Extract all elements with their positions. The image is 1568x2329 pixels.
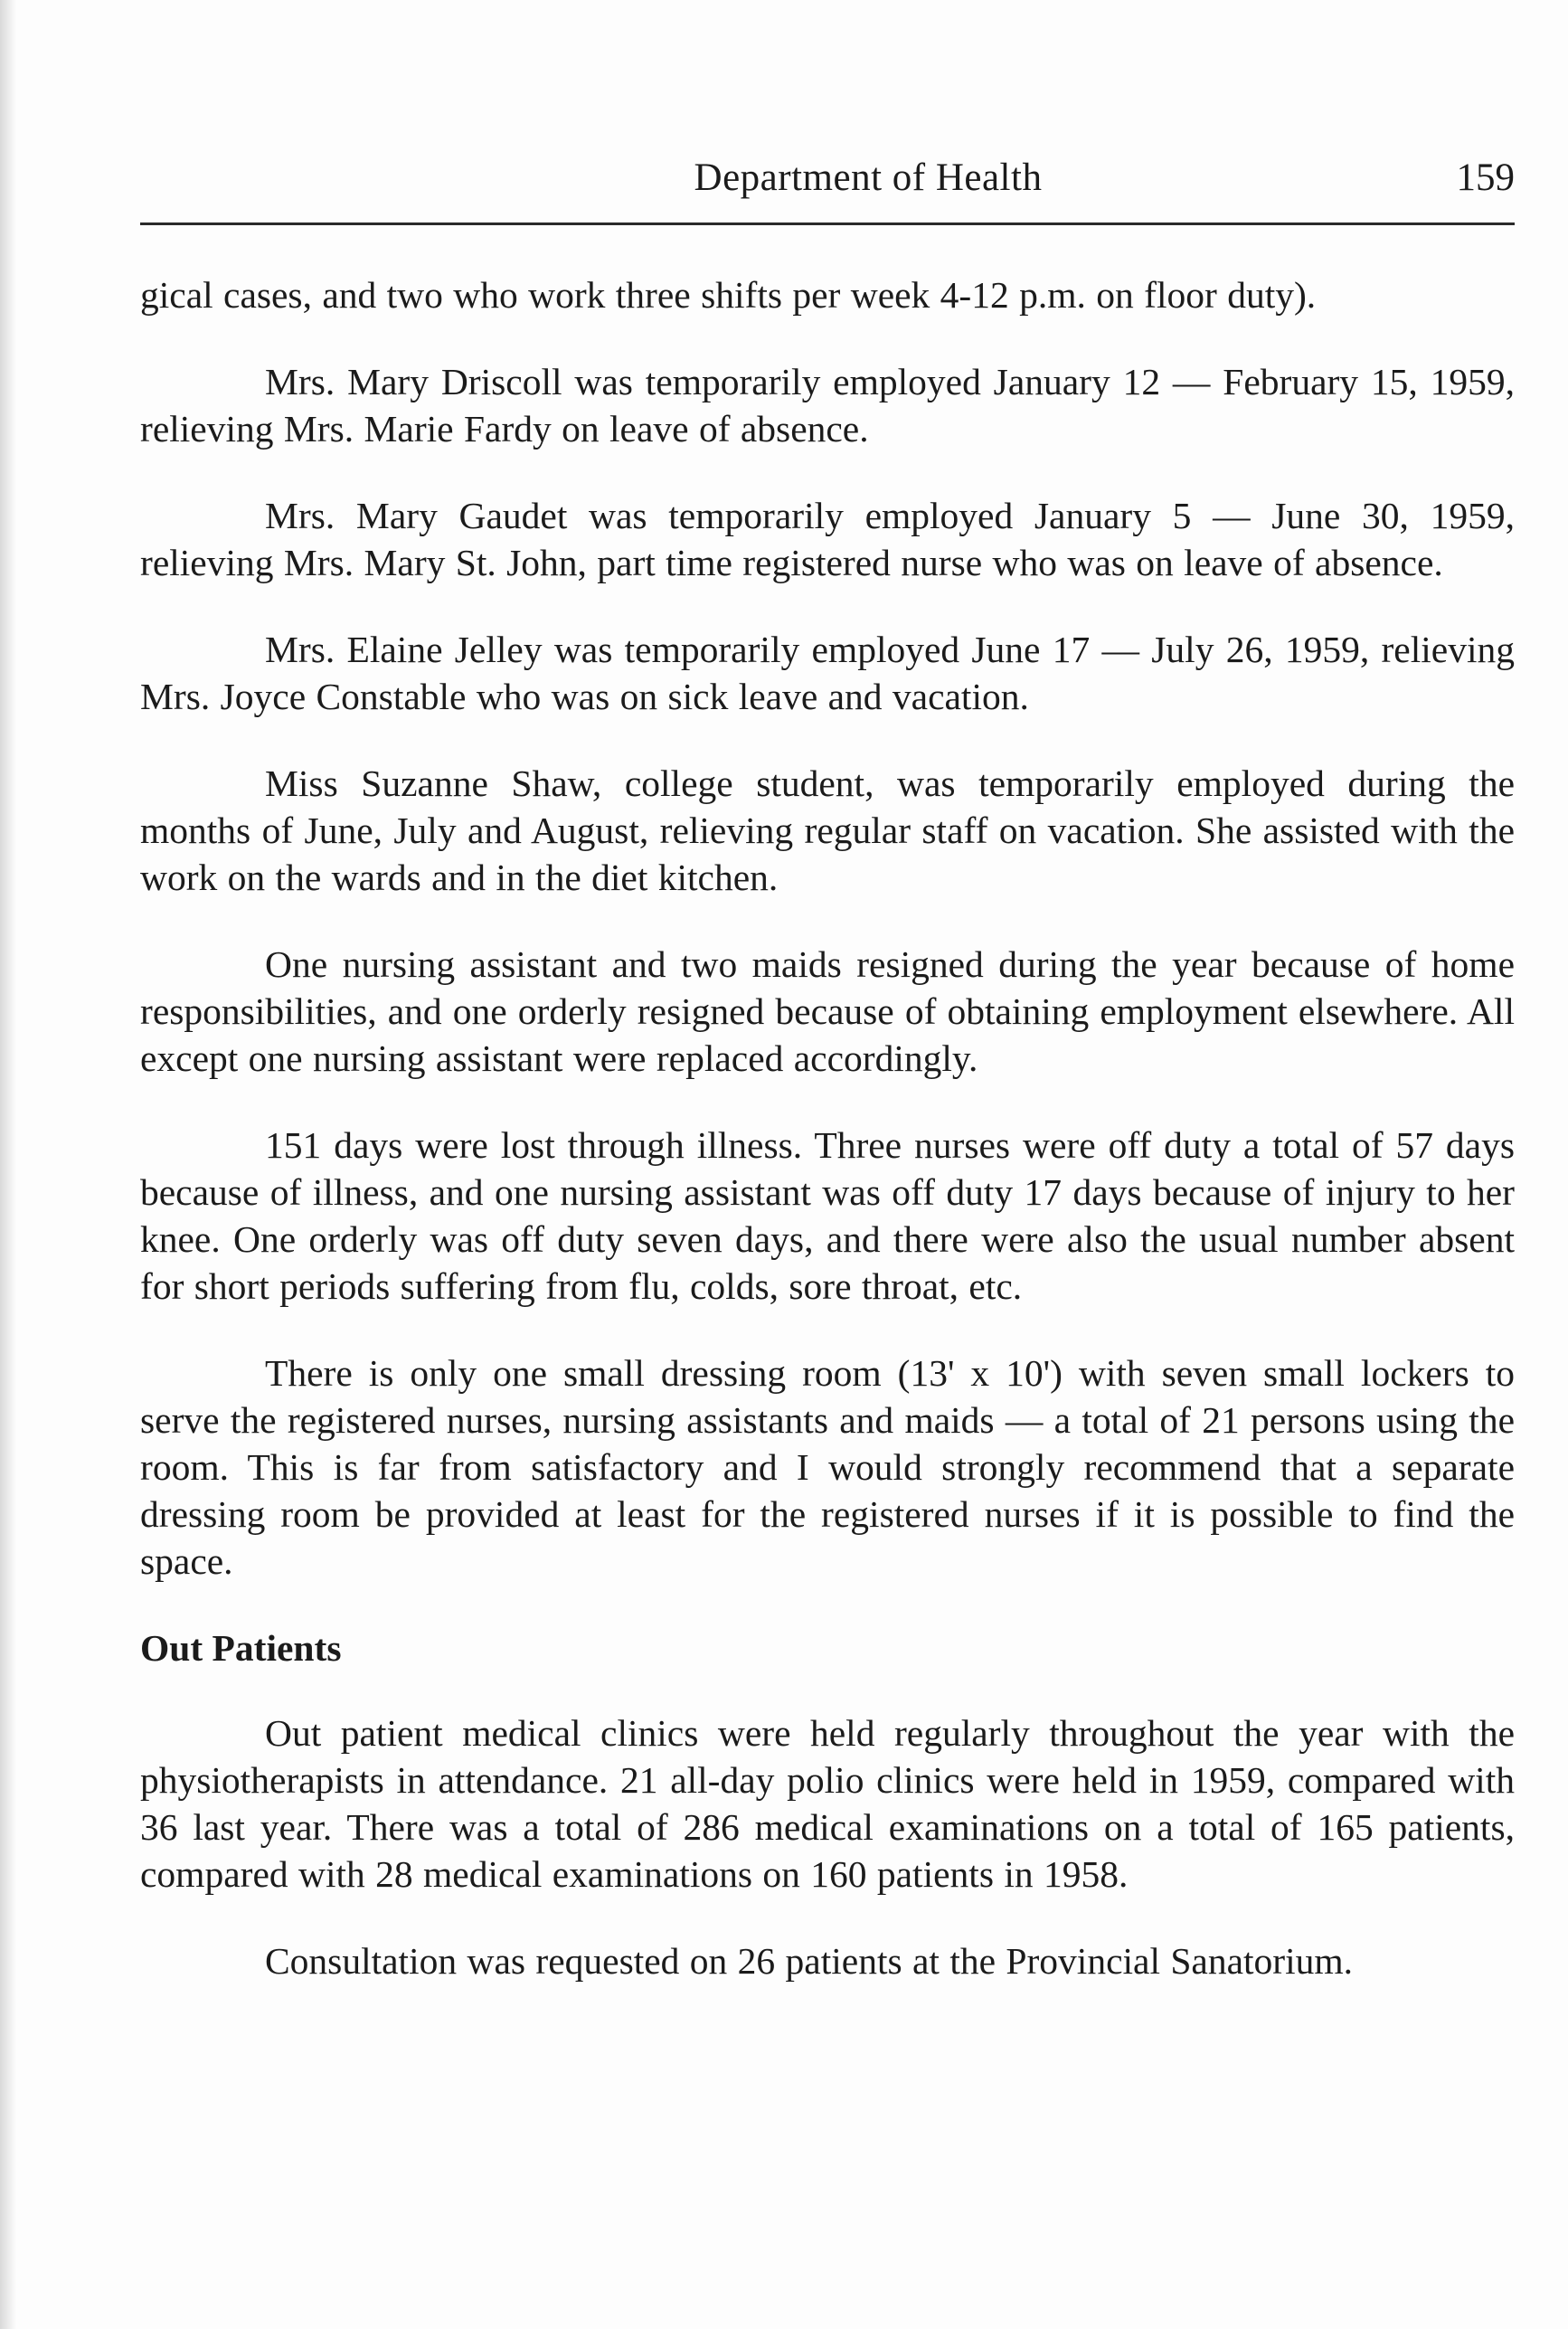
page-number: 159 bbox=[1456, 156, 1515, 199]
paragraph-dressing-room: There is only one small dressing room (13' x 10') with seven small lockers to serve the registered nurses, nursing assistants and maids — a total of 21 persons using the room. This is far from satisfactory and I would strongly recommend that a separate dressing room be provided at least for the registered nurses if it is possible to find the space. bbox=[140, 1352, 1515, 1582]
paragraph-continued: gical cases, and two who work three shifts per week 4-12 p.m. on floor duty). bbox=[140, 274, 1317, 316]
paragraph-illness: 151 days were lost through illness. Three nurses were off duty a total of 57 days because of illness, and one nursing assistant was off duty 17 days because of injury to her knee. One orderly was off duty seven days, and there were also the usual number absent for short periods suffering from flu, colds, sore throat, etc. bbox=[140, 1124, 1515, 1307]
paragraph-resignations: One nursing assistant and two maids resigned during the year because of home responsibilities, and one orderly resigned because of obtaining employment elsewhere. All except one nursing assistant were replaced accordingly. bbox=[140, 943, 1515, 1079]
paragraph-jelley: Mrs. Elaine Jelley was temporarily employed June 17 — July 26, 1959, relieving Mrs. Joyce Constable who was on sick leave and vacation. bbox=[140, 629, 1515, 717]
paragraph-clinics: Out patient medical clinics were held regularly throughout the year with the physiotherapists in attendance. 21 all-day polio clinics were held in 1959, compared with 36 last year. There was a total of 286 medical examinations on a total of 165 patients, compared with 28 medical examinations on 160 patients in 1958. bbox=[140, 1712, 1515, 1895]
page-edge-shadow bbox=[0, 0, 16, 2329]
section-heading: Out Patients bbox=[140, 1627, 342, 1669]
paragraph-shaw: Miss Suzanne Shaw, college student, was temporarily employed during the months of June, July and August, relieving regular staff on vacation. She assisted with the work on the wards and in the diet kitchen. bbox=[140, 762, 1515, 898]
paragraph-consultation: Consultation was requested on 26 patients at the Provincial Sanatorium. bbox=[265, 1940, 1354, 1982]
page-body bbox=[140, 271, 1515, 2024]
header-title: Department of Health bbox=[694, 156, 1043, 199]
running-header bbox=[140, 156, 1515, 203]
paragraph-driscoll: Mrs. Mary Driscoll was temporarily employed January 12 — February 15, 1959, relieving Mrs. Marie Fardy on leave of absence. bbox=[140, 361, 1515, 450]
header-rule bbox=[140, 222, 1515, 225]
paragraph-gaudet: Mrs. Mary Gaudet was temporarily employed January 5 — June 30, 1959, relieving Mrs. Mary St. John, part time registered nurse who was on leave of absence. bbox=[140, 495, 1515, 583]
